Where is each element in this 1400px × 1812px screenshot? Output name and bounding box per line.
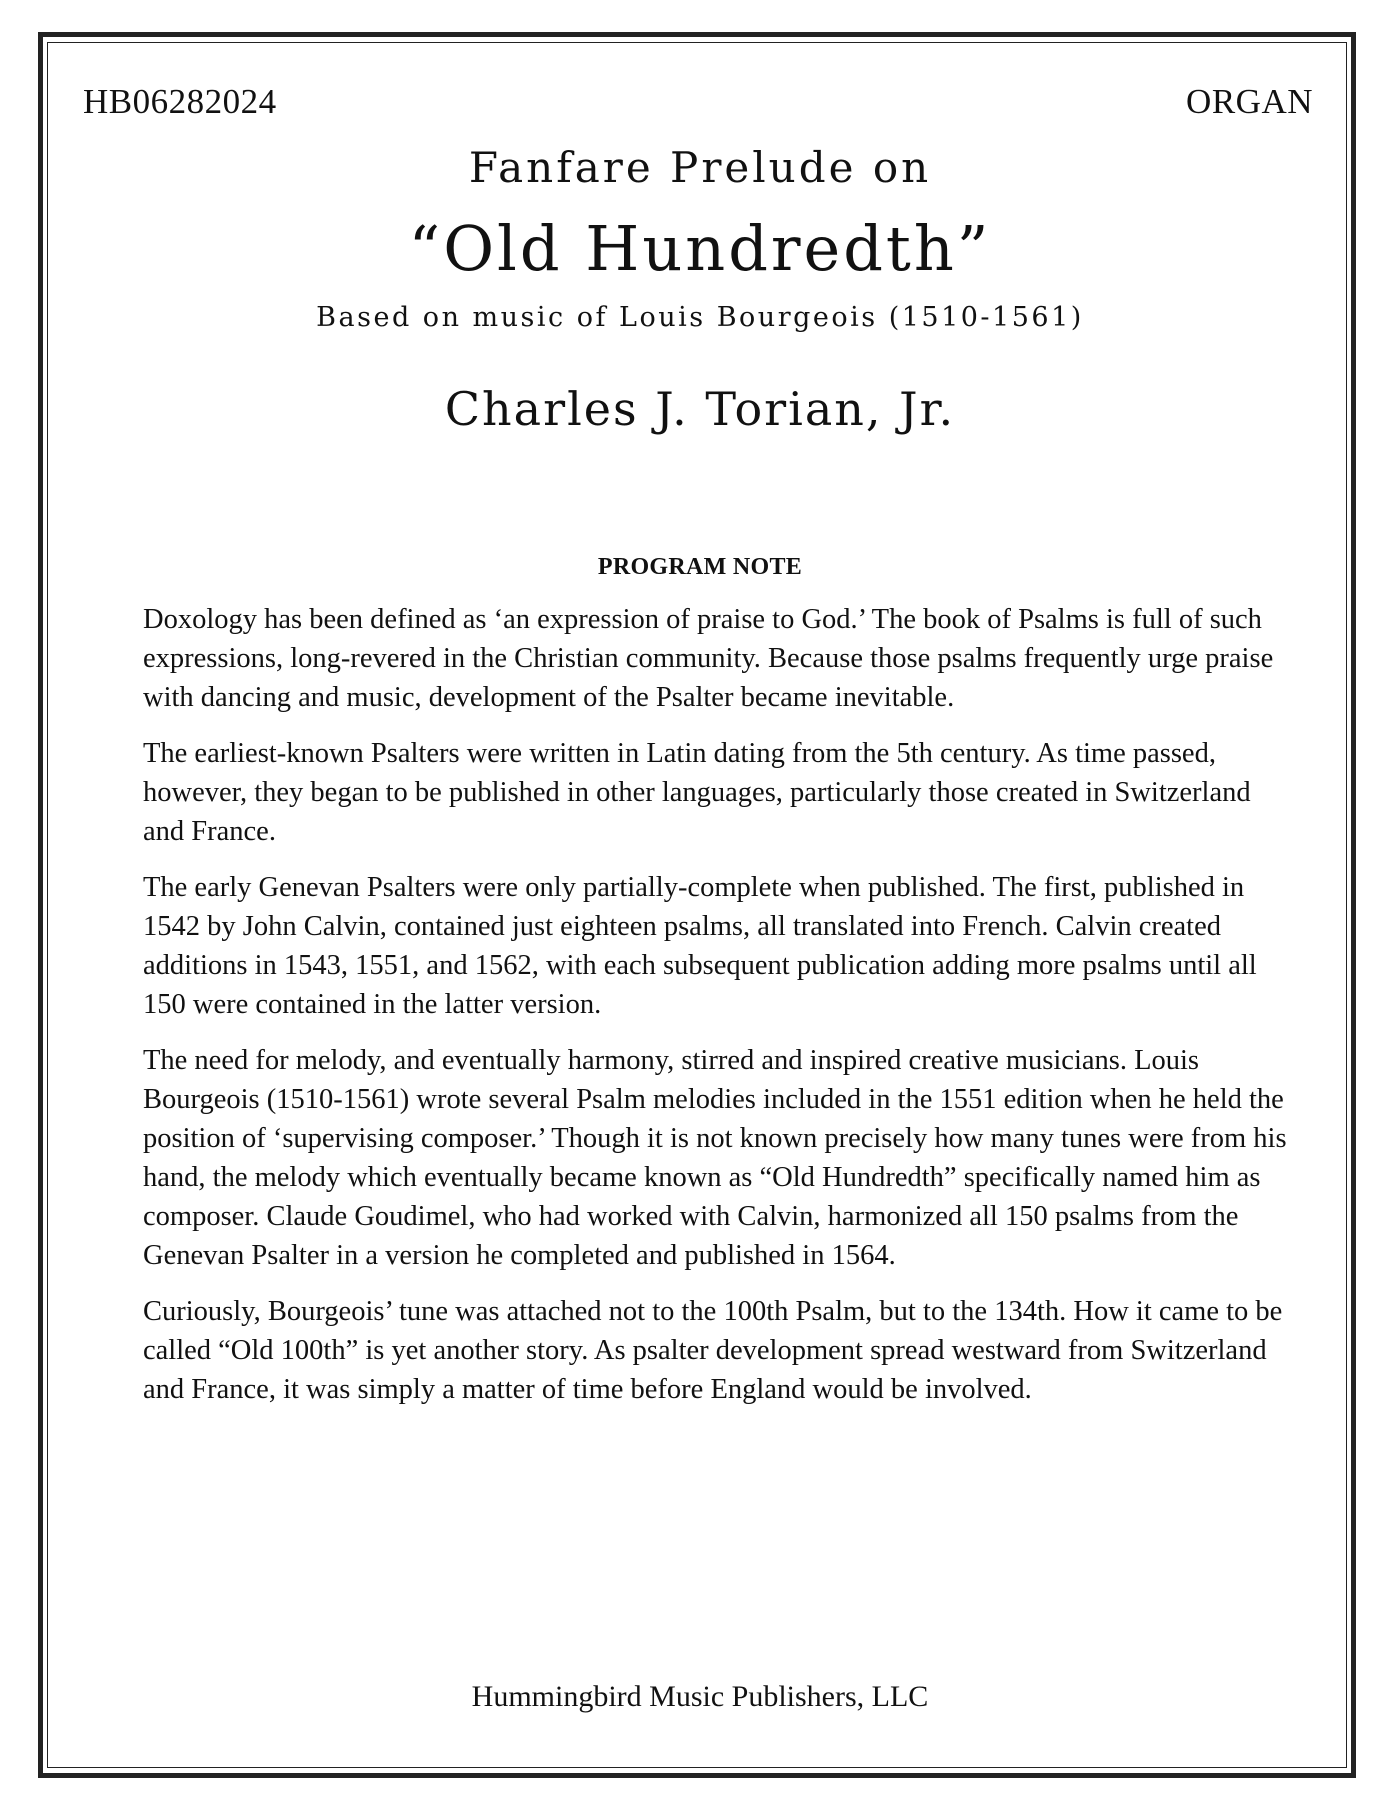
catalog-number: HB06282024	[83, 82, 277, 121]
page-title: “Old Hundredth”	[408, 212, 992, 285]
paragraph: Curiously, Bourgeois’ tune was attached not to the 100th Psalm, but to the 134th. How it came to be called “Old 100th” is yet another story. As psalter development spread westward from Switzerland and France, it was simply a matter of time before England would be involved.	[143, 1296, 1283, 1405]
composer-name: Charles J. Torian, Jr.	[444, 382, 956, 436]
publisher-name: Hummingbird Music Publishers, LLC	[471, 1680, 929, 1713]
paragraph: The need for melody, and eventually harmony, stirred and inspired creative musicians. Louis Bourgeois (1510-1561) wrote several Psalm melodies included in the 1551 edition when he held the position of ‘supervising composer.’ Though it is not known precisely how many tunes were from his hand, the melody which eventually became known as “Old Hundredth” specifically named him as composer. Claude Goudimel, who had worked with Calvin, harmonized all 150 psalms from the Genevan Psalter in a version he completed and published in 1564.	[143, 1045, 1287, 1271]
pre-title: Fanfare Prelude on	[468, 143, 932, 192]
instrument-label: ORGAN	[1186, 82, 1313, 121]
subtitle: Based on music of Louis Bourgeois (1510-1561)	[316, 302, 1084, 333]
paragraph: The earliest-known Psalters were written in Latin dating from the 5th century. As time passed, however, they began to be published in other languages, particularly those created in Switzerland and France.	[143, 738, 1251, 847]
paragraph: The early Genevan Psalters were only partially-complete when published. The first, published in 1542 by John Calvin, contained just eighteen psalms, all translated into French. Calvin created additions in 1543, 1551, and 1562, with each subsequent publication adding more psalms until all 150 were contained in the latter version.	[143, 872, 1257, 1020]
paragraph: Doxology has been defined as ‘an expression of praise to God.’ The book of Psalms is full of such expressions, long-revered in the Christian community. Because those psalms frequently urge praise with dancing and music, development of the Psalter became inevitable.	[143, 604, 1274, 713]
program-note-heading: PROGRAM NOTE	[597, 554, 803, 580]
program-note-body	[143, 600, 1293, 1426]
